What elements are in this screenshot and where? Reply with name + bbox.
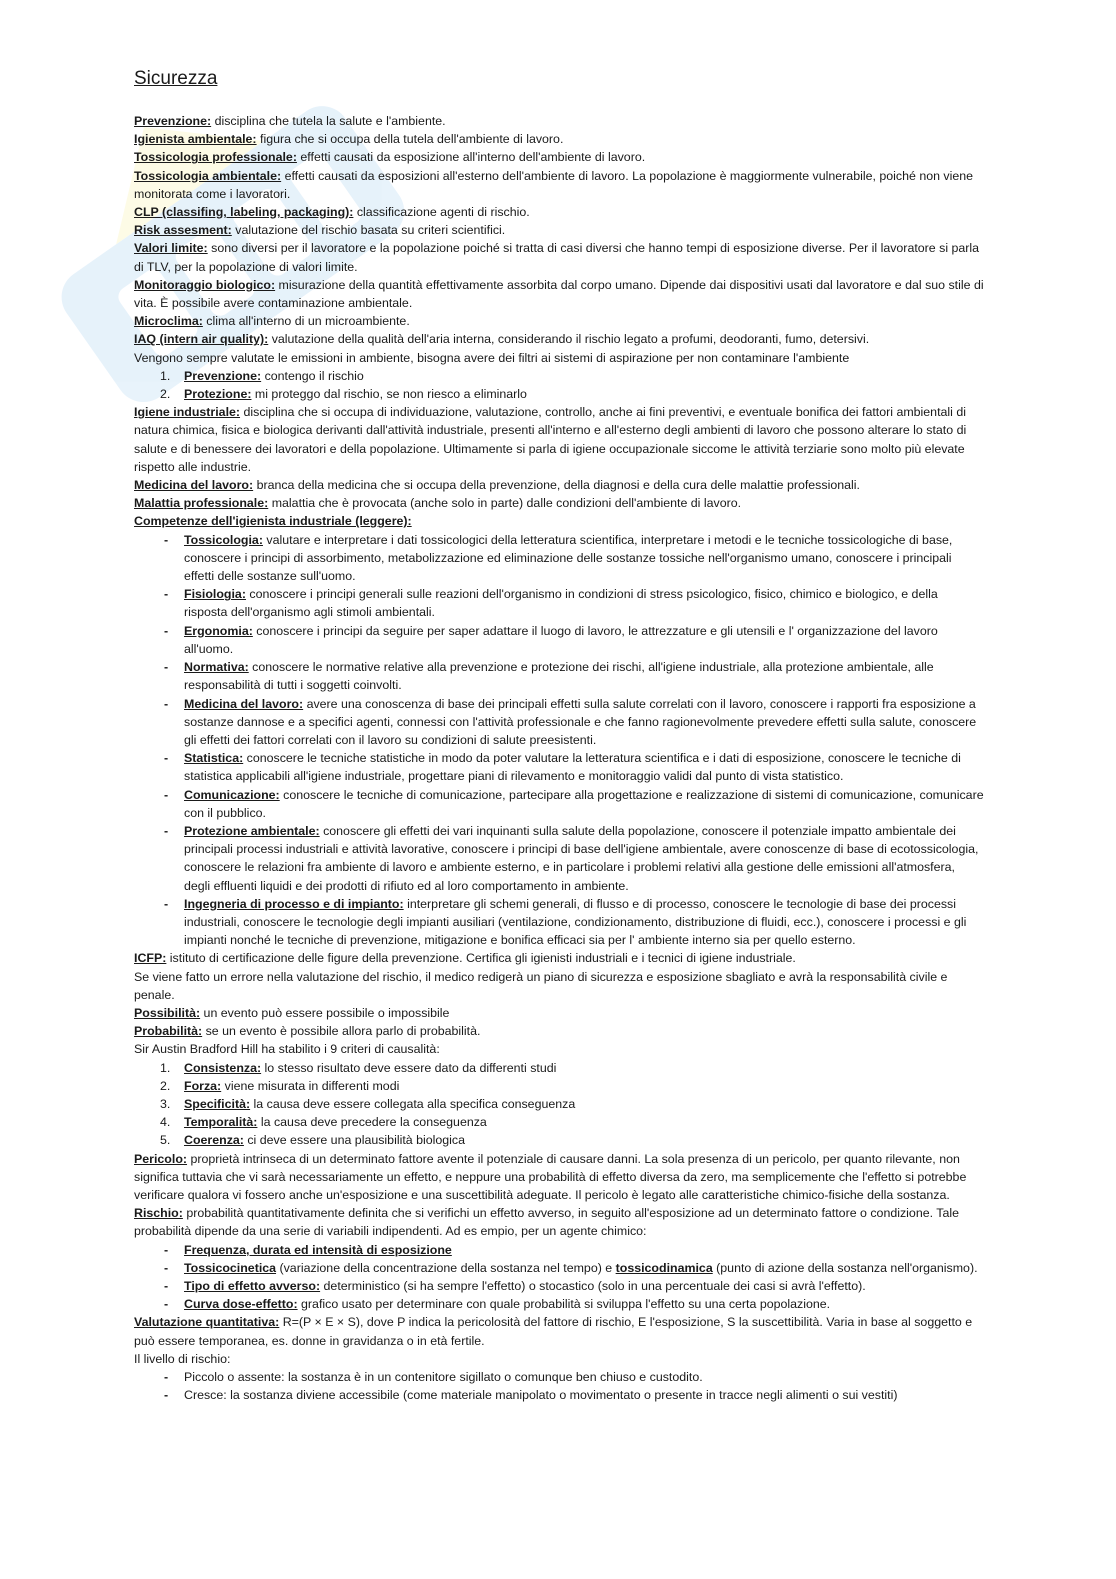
definition-term: Tossicologia professionale: (134, 150, 297, 165)
list-item (134, 1113, 984, 1131)
list-number: 2. (160, 387, 171, 402)
definition-paragraph (134, 1204, 984, 1240)
definition-term: Malattia professionale: (134, 496, 269, 511)
list-item (134, 1295, 984, 1313)
list-term: Curva dose-effetto: (184, 1297, 298, 1312)
definition-text: branca della medicina che si occupa della prevenzione, della diagnosi e della cura delle malattie professionali. (253, 478, 860, 493)
definition-text: R=(P × E × S), dove P indica la pericolosità del fattore di rischio, E l'esposizione, S la suscettibilità. Varia in base al soggetto e può essere temporanea, es. donne in gravidanza o in età fertile. (134, 1315, 973, 1348)
definition-paragraph (134, 1004, 984, 1022)
list-item (134, 1131, 984, 1149)
definition-term: Probabilità: (134, 1024, 203, 1039)
list-term: Protezione: (184, 387, 252, 402)
list-number: 5. (160, 1133, 171, 1148)
definition-text: istituto di certificazione delle figure della prevenzione. Certifica gli igienisti industriali e i tecnici di igiene industriale. (166, 951, 796, 966)
definition-text: effetti causati da esposizioni all'esterno dell'ambiente di lavoro. La popolazione è maggiormente vulnerabile, poiché non viene monitorata come i lavoratori. (134, 168, 974, 201)
definition-paragraph (134, 148, 984, 166)
list-item (134, 1277, 984, 1295)
list-text: la causa deve precedere la conseguenza (257, 1115, 487, 1130)
definition-text: valutazione del rischio basata su criteri scientifici. (231, 223, 506, 238)
definition-paragraph (134, 276, 984, 312)
numbered-list (134, 1059, 984, 1150)
list-item (134, 1095, 984, 1113)
list-text: deterministico (si ha sempre l'effetto) o stocastico (solo in una percentuale dei casi si avrà l'effetto). (320, 1279, 866, 1293)
list-number: 1. (160, 1060, 171, 1075)
list-item (134, 695, 984, 750)
list-item (134, 786, 984, 822)
list-item (134, 1259, 984, 1277)
list-text: lo stesso risultato deve essere dato da differenti studi (261, 1060, 557, 1075)
list-term: Frequenza, durata ed intensità di esposizione (184, 1242, 452, 1257)
list-text: la causa deve essere collegata alla specifica conseguenza (250, 1096, 576, 1111)
list-text: (punto di azione della sostanza nell'organismo). (712, 1260, 978, 1275)
text-paragraph: Il livello di rischio: (134, 1351, 231, 1366)
numbered-list (134, 367, 984, 403)
definition-term: Medicina del lavoro: (134, 478, 254, 493)
list-term: Medicina del lavoro: (184, 696, 304, 711)
definition-paragraph (134, 1313, 984, 1349)
list-text: (variazione della concentrazione della sostanza nel tempo) e (276, 1260, 616, 1275)
definition-paragraph (134, 512, 984, 530)
definition-text: clima all'interno di un microambiente. (202, 314, 410, 329)
list-term: Consistenza: (184, 1060, 262, 1075)
list-term: Prevenzione: (184, 368, 262, 383)
definition-text: un evento può essere possibile o impossibile (200, 1005, 450, 1020)
document-body (134, 112, 984, 1404)
list-term: Tipo di effetto avverso: (184, 1279, 321, 1293)
definition-term: Valutazione quantitativa: (134, 1315, 280, 1330)
list-text: conoscere le tecniche statistiche in modo da poter valutare la letteratura scientifica e i dati di esposizione, conoscere le tecniche di statistica applicabili all'igiene industriale, progettare piani di rilevamento e monitoraggio validi dal punto di vista statistico. (184, 751, 961, 784)
list-term: Coerenza: (184, 1133, 244, 1148)
list-item (134, 1077, 984, 1095)
bullet-list (134, 531, 984, 950)
definition-term: Igiene industriale: (134, 405, 241, 420)
list-item (134, 622, 984, 658)
list-item (134, 658, 984, 694)
list-number: 4. (160, 1115, 171, 1130)
list-number: 3. (160, 1096, 171, 1111)
list-text: conoscere le normative relative alla prevenzione e protezione dei rischi, all'igiene industriale, alla protezione ambientale, alle responsabilità di tutti i soggetti coinvolti. (184, 660, 934, 693)
list-text: conoscere i principi da seguire per saper adattare il luogo di lavoro, le attrezzature e gli utensili e l' organizzazione del lavoro all'uomo. (184, 623, 938, 656)
list-term: Statistica: (184, 751, 244, 766)
list-term: Normativa: (184, 660, 249, 675)
list-term: Tossicologia: (184, 532, 263, 547)
list-text: conoscere i principi generali sulle reazioni dell'organismo in condizioni di stress psicologico, fisico, chimico e biologico, e della risposta dell'organismo agli stimoli ambientali. (184, 587, 938, 620)
list-term: Specificità: (184, 1096, 251, 1111)
definition-text: classificazione agenti di rischio. (353, 205, 530, 220)
definition-paragraph (134, 949, 984, 967)
definition-term: Rischio: (134, 1206, 183, 1221)
definition-text: effetti causati da esposizione all'interno dell'ambiente di lavoro. (296, 150, 646, 165)
list-item (134, 822, 984, 895)
list-text: contengo il rischio (261, 368, 364, 383)
list-item (134, 1386, 984, 1404)
definition-paragraph (134, 1022, 984, 1040)
definition-term: ICFP: (134, 951, 167, 966)
list-term: Ergonomia: (184, 623, 253, 638)
list-text: avere una conoscenza di base dei principali effetti sulla salute correlati con il lavoro, conoscere i rapporti fra esposizione a sostanze dannose e a specifici agenti, connessi con l'attività professionale e che fanno ragionevolmente prevedere effetti sulla salute, conoscere gli effetti dei fattori correlati con il lavoro su condizioni di salute preesistenti. (184, 696, 977, 747)
list-text: mi proteggo dal rischio, se non riesco a eliminarlo (251, 387, 527, 402)
list-text: valutare e interpretare i dati tossicologici della letteratura scientifica, interpretare i metodi e le tecniche tossicologiche di base, conoscere i principi di assorbimento, metabolizzazione ed eliminazione delle sostanze tossiche nell'organismo umano, conoscere i principali effetti delle sostanze sull'uomo. (184, 532, 953, 584)
list-item (134, 1368, 984, 1386)
list-item (134, 531, 984, 586)
definition-text: misurazione della quantità effettivamente assorbita dal corpo umano. Dipende dai dispositivi usati dal lavoratore e dal suo stile di vita. È possibile avere contaminazione ambientale. (134, 277, 984, 311)
list-term: Tossicocinetica (184, 1260, 277, 1275)
list-term: Fisiologia: (184, 587, 246, 602)
list-term: Protezione ambientale: (184, 823, 320, 838)
definition-term: Prevenzione: (134, 114, 212, 128)
definition-text: probabilità quantitativamente definita che si verifichi un effetto avverso, in seguito all'esposizione ad un determinato fattore o condizione. Tale probabilità dipende da una serie di variabili indipendenti. Ad es empio, per un agente chimico: (134, 1206, 959, 1239)
definition-paragraph (134, 112, 984, 130)
text-paragraph: Sir Austin Bradford Hill ha stabilito i 9 criteri di causalità: (134, 1042, 440, 1057)
list-term: tossicodinamica (615, 1260, 713, 1275)
definition-paragraph (134, 1150, 984, 1205)
definition-paragraph (134, 312, 984, 330)
definition-term: Tossicologia ambientale: (134, 168, 282, 183)
definition-paragraph (134, 167, 984, 203)
list-text: grafico usato per determinare con quale probabilità si sviluppa l'effetto su una certa popolazione. (297, 1297, 831, 1312)
list-item (134, 367, 984, 385)
list-item (134, 585, 984, 621)
definition-term: Risk assesment: (134, 223, 232, 238)
bullet-list (134, 1241, 984, 1314)
definition-term: Igienista ambientale: (134, 132, 257, 147)
text-paragraph: Se viene fatto un errore nella valutazione del rischio, il medico redigerà un piano di sicurezza e esposizione sbagliato e avrà la responsabilità civile e penale. (134, 969, 948, 1002)
list-text: interpretare gli schemi generali, di flusso e di processo, conoscere le tecnologie di base dei processi industriali, conoscere le tecnologie degli impianti ausiliari (ventilazione, condizionamento, distribuzione di fluidi, ecc.), conoscere i processi e gli impianti nonché le tecniche di prevenzione, mitigazione e bonifica efficaci sia per l' ambiente interno sia per quello esterno. (184, 896, 967, 948)
definition-text: disciplina che si occupa di individuazione, valutazione, controllo, anche ai fini preventivi, e eventuale bonifica dei fattori ambientali di natura chimica, fisica e biologica derivanti dall'attività industriale, presenti all'interno e all'esterno degli ambienti di lavoro che possono alterare lo stato di salute e di benessere dei lavoratori e della popolazione. Ultimamente si parla di igiene occupazionale siccome le attività terziarie sono molto più elevate rispetto alle industrie. (134, 405, 967, 474)
definition-text: disciplina che tutela la salute e l'ambiente. (211, 114, 446, 128)
definition-paragraph (134, 476, 984, 494)
definition-term: Pericolo: (134, 1151, 188, 1166)
definition-paragraph (134, 239, 984, 275)
list-item (134, 895, 984, 950)
definition-paragraph (134, 203, 984, 221)
definition-term: Valori limite: (134, 241, 208, 256)
definition-text: proprietà intrinseca di un determinato fattore avente il potenziale di causare danni. La sola presenza di un pericolo, per quanto rilevante, non significa tuttavia che vi sarà necessariamente un effetto, e neppure una probabilità di effetto diversa da zero, ma semplicemente che l'effetto si potrebbe verificare qualora vi fossero anche un'esposizione e una suscettibilità adeguate. Il pericolo è legato alle caratteristiche chimico-fisiche della sostanza. (134, 1151, 967, 1202)
definition-paragraph (134, 403, 984, 476)
definition-term: Monitoraggio biologico: (134, 277, 276, 292)
bullet-list (134, 1368, 984, 1404)
definition-term: Competenze dell'igienista industriale (leggere): (134, 514, 412, 529)
list-text: viene misurata in differenti modi (221, 1078, 400, 1093)
document-page (134, 66, 984, 1404)
definition-paragraph (134, 494, 984, 512)
definition-text: malattia che è provocata (anche solo in parte) dalle condizioni dell'ambiente di lavoro. (268, 496, 742, 511)
list-term: Forza: (184, 1078, 222, 1093)
definition-paragraph (134, 330, 984, 348)
list-text: Piccolo o assente: la sostanza è in un contenitore sigillato o comunque ben chiuso e custodito. (184, 1370, 703, 1385)
list-term: Temporalità: (184, 1115, 258, 1130)
list-text: Cresce: la sostanza diviene accessibile (come materiale manipolato o movimentato o presente in tracce negli alimenti o sui vestiti) (184, 1388, 898, 1403)
list-number: 2. (160, 1078, 171, 1093)
list-item (134, 749, 984, 785)
list-item (134, 385, 984, 403)
list-number: 1. (160, 368, 171, 383)
list-item (134, 1059, 984, 1077)
definition-term: CLP (classifing, labeling, packaging): (134, 205, 354, 220)
definition-term: Possibilità: (134, 1005, 201, 1020)
list-text: ci deve essere una plausibilità biologica (243, 1133, 466, 1148)
definition-text: sono diversi per il lavoratore e la popolazione poiché si tratta di casi diversi che hanno tempi di esposizione diverse. Per il lavoratore si parla di TLV, per la popolazione di valori limite. (134, 241, 980, 274)
list-text: conoscere gli effetti dei vari inquinanti sulla salute della popolazione, conoscere il potenziale impatto ambientale dei principali processi industriali e attività lavorative, conoscere i principi di base dell'igiene ambientale, avere conoscenze di base di ecotossicologia, conoscere le relazioni fra ambiente di lavoro e ambiente esterno, e in particolare i problemi relativi alla gestione delle emissioni all'atmosfera, degli effluenti liquidi e dei prodotti di rifiuto ed al loro comportamento in ambiente. (184, 823, 979, 893)
list-term: Comunicazione: (184, 787, 280, 802)
definition-paragraph (134, 130, 984, 148)
list-item (134, 1241, 984, 1259)
text-paragraph: Vengono sempre valutate le emissioni in ambiente, bisogna avere dei filtri ai sistemi di aspirazione per non contaminare l'ambiente (134, 350, 850, 365)
page-title: Sicurezza (134, 68, 218, 89)
definition-paragraph (134, 221, 984, 239)
definition-text: valutazione della qualità dell'aria interna, considerando il rischio legato a profumi, deodoranti, fumo, detersivi. (268, 332, 870, 347)
definition-term: Microclima: (134, 314, 203, 329)
definition-text: se un evento è possibile allora parlo di probabilità. (202, 1024, 481, 1039)
definition-text: figura che si occupa della tutela dell'ambiente di lavoro. (256, 132, 564, 147)
definition-term: IAQ (intern air quality): (134, 332, 269, 347)
list-term: Ingegneria di processo e di impianto: (184, 896, 404, 911)
list-text: conoscere le tecniche di comunicazione, partecipare alla progettazione e realizzazione di sistemi di comunicazione, comunicare con il pubblico. (184, 787, 984, 820)
